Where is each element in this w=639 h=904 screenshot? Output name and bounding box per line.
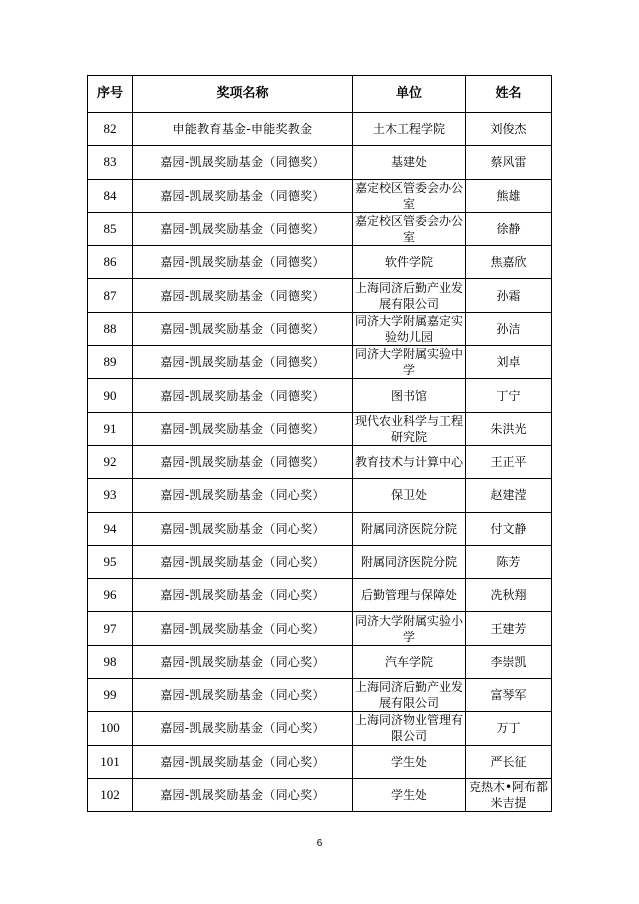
table-row [88,146,552,179]
person-name-cell: 王建芳 [466,612,552,645]
unit-cell: 同济大学附属嘉定实验幼儿园 [353,312,466,345]
table-row [88,579,552,612]
table-row [88,212,552,245]
person-name-cell: 克热木•阿布都米吉提 [466,778,552,811]
table-row [88,179,552,212]
table-row [88,479,552,512]
serial-cell: 84 [88,179,133,212]
unit-cell: 基建处 [353,146,466,179]
unit-cell: 汽车学院 [353,645,466,678]
person-name-cell: 熊雄 [466,179,552,212]
unit-cell: 图书馆 [353,379,466,412]
person-name-cell: 焦嘉欣 [466,246,552,279]
table-row [88,712,552,745]
serial-cell: 102 [88,778,133,811]
serial-cell: 96 [88,579,133,612]
award-name-cell: 嘉园-凯晟奖励基金（同心奖） [133,745,353,778]
table-header-row [88,76,552,113]
unit-cell: 同济大学附属实验小学 [353,612,466,645]
serial-cell: 94 [88,512,133,545]
unit-cell: 附属同济医院分院 [353,512,466,545]
serial-cell: 100 [88,712,133,745]
award-name-cell: 嘉园-凯晟奖励基金（同心奖） [133,679,353,712]
serial-cell: 83 [88,146,133,179]
award-name-cell: 嘉园-凯晟奖励基金（同心奖） [133,579,353,612]
serial-cell: 85 [88,212,133,245]
serial-cell: 93 [88,479,133,512]
unit-cell: 后勤管理与保障处 [353,579,466,612]
person-name-cell: 陈芳 [466,545,552,578]
award-table [87,75,552,812]
table-row [88,279,552,312]
unit-cell: 上海同济后勤产业发展有限公司 [353,679,466,712]
table-row [88,512,552,545]
table-row [88,612,552,645]
unit-cell: 上海同济物业管理有限公司 [353,712,466,745]
unit-cell: 保卫处 [353,479,466,512]
serial-cell: 89 [88,346,133,379]
award-name-cell: 嘉园-凯晟奖励基金（同心奖） [133,545,353,578]
person-name-cell: 徐静 [466,212,552,245]
award-name-cell: 嘉园-凯晟奖励基金（同德奖） [133,212,353,245]
person-name-cell: 富琴军 [466,679,552,712]
table-row [88,645,552,678]
person-name-cell: 刘俊杰 [466,113,552,146]
header-unit: 单位 [353,76,466,113]
award-name-cell: 嘉园-凯晟奖励基金（同德奖） [133,346,353,379]
person-name-cell: 万丁 [466,712,552,745]
person-name-cell: 付文静 [466,512,552,545]
table-row [88,312,552,345]
serial-cell: 98 [88,645,133,678]
serial-cell: 87 [88,279,133,312]
table-row [88,778,552,811]
table-row [88,379,552,412]
table-row [88,545,552,578]
award-name-cell: 嘉园-凯晟奖励基金（同德奖） [133,146,353,179]
award-name-cell: 嘉园-凯晟奖励基金（同德奖） [133,312,353,345]
person-name-cell: 孙霜 [466,279,552,312]
unit-cell: 教育技术与计算中心 [353,445,466,478]
table-row [88,412,552,445]
award-name-cell: 嘉园-凯晟奖励基金（同心奖） [133,645,353,678]
table-row [88,346,552,379]
award-name-cell: 嘉园-凯晟奖励基金（同心奖） [133,612,353,645]
award-name-cell: 嘉园-凯晟奖励基金（同心奖） [133,778,353,811]
award-list-page [87,75,551,812]
unit-cell: 同济大学附属实验中学 [353,346,466,379]
header-award-name: 奖项名称 [133,76,353,113]
table-row [88,679,552,712]
serial-cell: 95 [88,545,133,578]
award-name-cell: 嘉园-凯晟奖励基金（同心奖） [133,512,353,545]
award-name-cell: 嘉园-凯晟奖励基金（同德奖） [133,279,353,312]
table-row [88,246,552,279]
award-name-cell: 嘉园-凯晟奖励基金（同德奖） [133,246,353,279]
unit-cell: 软件学院 [353,246,466,279]
award-name-cell: 嘉园-凯晟奖励基金（同德奖） [133,179,353,212]
serial-cell: 99 [88,679,133,712]
unit-cell: 土木工程学院 [353,113,466,146]
person-name-cell: 严长征 [466,745,552,778]
award-name-cell: 嘉园-凯晟奖励基金（同德奖） [133,412,353,445]
table-body [88,113,552,812]
award-name-cell: 嘉园-凯晟奖励基金（同心奖） [133,712,353,745]
person-name-cell: 李崇凯 [466,645,552,678]
serial-cell: 91 [88,412,133,445]
header-serial: 序号 [88,76,133,113]
serial-cell: 97 [88,612,133,645]
award-name-cell: 嘉园-凯晟奖励基金（同心奖） [133,479,353,512]
table-row [88,445,552,478]
table-row [88,113,552,146]
serial-cell: 86 [88,246,133,279]
person-name-cell: 朱洪光 [466,412,552,445]
table-row [88,745,552,778]
unit-cell: 学生处 [353,745,466,778]
serial-cell: 82 [88,113,133,146]
unit-cell: 附属同济医院分院 [353,545,466,578]
person-name-cell: 王正平 [466,445,552,478]
person-name-cell: 刘卓 [466,346,552,379]
person-name-cell: 丁宁 [466,379,552,412]
unit-cell: 嘉定校区管委会办公室 [353,212,466,245]
unit-cell: 嘉定校区管委会办公室 [353,179,466,212]
unit-cell: 现代农业科学与工程研究院 [353,412,466,445]
unit-cell: 学生处 [353,778,466,811]
person-name-cell: 孙洁 [466,312,552,345]
header-name: 姓名 [466,76,552,113]
person-name-cell: 蔡风雷 [466,146,552,179]
serial-cell: 101 [88,745,133,778]
serial-cell: 92 [88,445,133,478]
serial-cell: 90 [88,379,133,412]
person-name-cell: 赵建滢 [466,479,552,512]
person-name-cell: 冼秋翔 [466,579,552,612]
serial-cell: 88 [88,312,133,345]
page-number: 6 [316,838,323,849]
award-name-cell: 嘉园-凯晟奖励基金（同德奖） [133,379,353,412]
unit-cell: 上海同济后勤产业发展有限公司 [353,279,466,312]
award-name-cell: 嘉园-凯晟奖励基金（同德奖） [133,445,353,478]
award-name-cell: 申能教育基金-申能奖教金 [133,113,353,146]
